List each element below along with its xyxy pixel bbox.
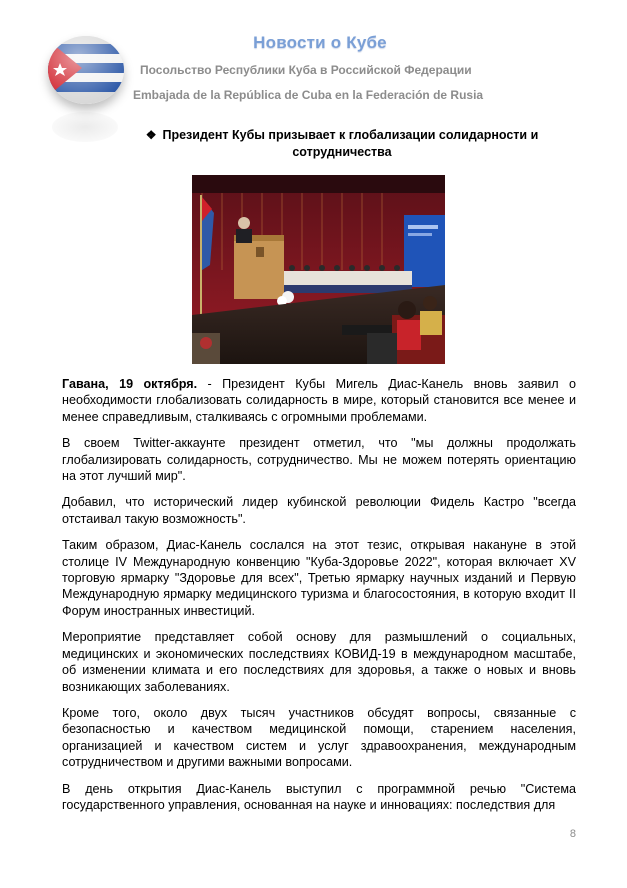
embassy-name-ru: Посольство Республики Куба в Российской Федерации (140, 63, 472, 77)
lead-text: - Президент Кубы Мигель Диас-Канель вновь заявил о необходимости глобализовать солидарность в мире, который становится все менее и менее справедливым, сталкиваясь с огромными проблемами. (62, 377, 576, 424)
article-title-block (132, 127, 552, 161)
site-title: Новости о Кубе (253, 33, 387, 52)
lead-paragraph (62, 376, 576, 425)
body-paragraph: Добавил, что исторический лидер кубинской революции Фидель Кастро "всегда отстаивал такую возможность". (62, 495, 576, 526)
logo-shadow (52, 112, 118, 142)
article-title: Президент Кубы призывает к глобализации солидарности и сотрудничества (162, 128, 539, 159)
body-paragraph: Мероприятие представляет собой основу для размышлений о социальных, медицинских и экономических последствиях КОВИД-19 в международном масштабе, об изменении климата и его последствиях для здоровья, а также о новых и вновь возникающих заболеваниях. (62, 630, 576, 694)
embassy-name-es: Embajada de la República de Cuba en la Federación de Rusia (133, 88, 484, 102)
dateline: Гавана, 19 октября. (62, 377, 198, 391)
congress-hall-photo (192, 175, 445, 364)
body-paragraph: Таким образом, Диас-Канель сослался на этот тезис, открывая накануне в этой столице IV Международную конвенцию "Куба-Здоровье 2022", которая включает XV торговую ярмарку "Здоровье для всех", Третью ярмарку научных изданий и Первую Международную ярмарку медицинского туризма и благосостояния, в которую входит II Форум иностранных инвестиций. (62, 538, 576, 618)
body-paragraph: В день открытия Диас-Канель выступил с программной речью "Система государственного управления, основанная на науке и инновациях: последствия для (62, 781, 576, 812)
page-number: 8 (569, 828, 576, 840)
article-body (62, 376, 576, 823)
body-paragraph: Кроме того, около двух тысяч участников обсудят вопросы, связанные с безопасностью и качеством медицинской помощи, старением населения, организацией и качеством систем и услуг здравоохранения, международным сотрудничеством и другими важными вопросами. (62, 705, 576, 770)
cuba-flag-icon (48, 36, 124, 104)
body-paragraph: В своем Twitter-аккаунте президент отметил, что "мы должны продолжать глобализировать солидарность, сотрудничество. Мы не можем потерять ориентацию на этот лучший мир". (62, 436, 576, 484)
diamond-bullet-icon: ❖ (145, 128, 157, 142)
